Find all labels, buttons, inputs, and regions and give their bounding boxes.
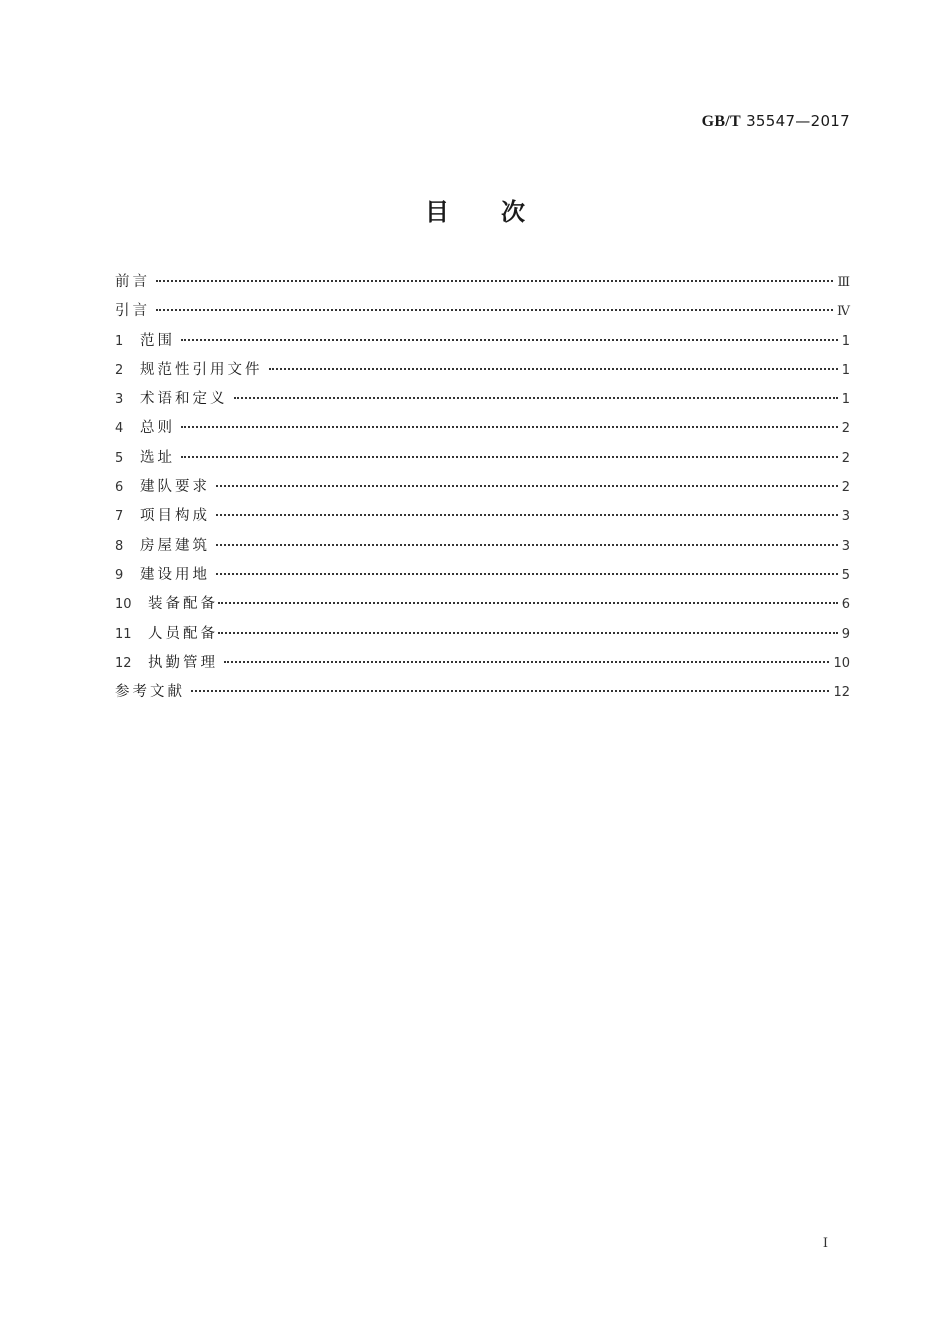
- toc-leader-dots: [216, 513, 838, 516]
- toc-section-number: 6: [115, 480, 124, 496]
- toc-page-number: 3: [841, 509, 850, 525]
- toc-entry-6[interactable]: [115, 475, 850, 504]
- toc-page-number: Ⅲ: [837, 275, 850, 290]
- toc-entry-3[interactable]: [115, 387, 850, 416]
- toc-entry-foreword[interactable]: [115, 270, 850, 299]
- toc-section-number: 3: [115, 392, 124, 408]
- toc-leader-dots: [191, 689, 829, 692]
- toc-entry-11[interactable]: [115, 622, 850, 651]
- toc-section-number: 7: [115, 509, 124, 525]
- toc-leader-dots: [218, 601, 838, 604]
- standard-prefix: GB/T: [701, 113, 742, 130]
- toc-leader-dots: [181, 338, 838, 341]
- toc-page-number: 1: [841, 362, 850, 378]
- toc-section-number: 11: [115, 626, 132, 642]
- toc-leader-dots: [216, 572, 838, 575]
- toc-section-number: 9: [115, 567, 124, 583]
- toc-section-number: 5: [115, 450, 124, 466]
- toc-entry-text: 人员配备: [148, 625, 218, 642]
- toc-page-number: 10: [833, 655, 850, 671]
- toc-page-number: 9: [841, 626, 850, 642]
- toc-entry-text: 术语和定义: [140, 391, 228, 408]
- toc-leader-dots: [216, 484, 838, 487]
- toc-entry-7[interactable]: [115, 504, 850, 533]
- toc-page-number: 2: [841, 450, 850, 466]
- toc-entry-1[interactable]: [115, 329, 850, 358]
- toc-page-number: 1: [841, 392, 850, 408]
- page-number: I: [822, 1236, 828, 1251]
- toc-page-number: 12: [833, 685, 850, 701]
- toc-section-number: 12: [115, 655, 132, 671]
- toc-leader-dots: [156, 279, 833, 282]
- toc-entry-text: 选址: [140, 449, 175, 466]
- toc-leader-dots: [224, 660, 829, 663]
- toc-entry-text: 引言: [115, 303, 150, 320]
- toc-leader-dots: [234, 396, 838, 399]
- toc-entry-9[interactable]: [115, 563, 850, 592]
- toc-section-number: 10: [115, 597, 132, 613]
- toc-page-number: Ⅳ: [837, 304, 850, 320]
- toc-entry-bibliography[interactable]: [115, 680, 850, 709]
- toc-entry-5[interactable]: [115, 446, 850, 475]
- toc-section-number: 4: [115, 421, 124, 437]
- toc-entry-text: 参考文献: [115, 684, 185, 701]
- page-title: 目次: [425, 198, 577, 226]
- toc-section-number: 2: [115, 362, 124, 378]
- standard-code: [702, 112, 850, 131]
- toc-entry-text: 前言: [115, 274, 150, 290]
- toc-entry-2[interactable]: [115, 358, 850, 387]
- toc-leader-dots: [269, 367, 838, 370]
- toc-page-number: 1: [841, 333, 850, 349]
- toc-page-number: 6: [841, 597, 850, 613]
- toc-leader-dots: [216, 543, 838, 546]
- toc-entry-10[interactable]: [115, 592, 850, 621]
- toc-section-number: 8: [115, 538, 124, 554]
- table-of-contents: [115, 270, 850, 709]
- toc-page-number: 2: [841, 421, 850, 437]
- toc-leader-dots: [181, 455, 838, 458]
- toc-page-number: 5: [841, 567, 850, 583]
- toc-entry-text: 总则: [140, 420, 175, 437]
- toc-entry-text: 范围: [140, 332, 175, 349]
- toc-entry-text: 建设用地: [140, 566, 210, 583]
- toc-entry-text: 装备配备: [148, 596, 218, 613]
- toc-entry-text: 项目构成: [140, 508, 210, 525]
- toc-page-number: 2: [841, 480, 850, 496]
- toc-leader-dots: [181, 425, 838, 428]
- toc-entry-text: 房屋建筑: [140, 537, 210, 554]
- toc-section-number: 1: [115, 333, 124, 349]
- toc-entry-4[interactable]: [115, 416, 850, 445]
- toc-entry-text: 规范性引用文件: [140, 361, 263, 378]
- toc-leader-dots: [218, 631, 838, 634]
- toc-entry-8[interactable]: [115, 534, 850, 563]
- toc-page-number: 3: [841, 538, 850, 554]
- toc-entry-12[interactable]: [115, 651, 850, 680]
- toc-entry-text: 执勤管理: [148, 654, 218, 671]
- toc-entry-introduction[interactable]: [115, 299, 850, 328]
- toc-entry-text: 建队要求: [140, 479, 210, 496]
- toc-leader-dots: [156, 308, 833, 311]
- standard-number: 35547—2017: [746, 112, 850, 130]
